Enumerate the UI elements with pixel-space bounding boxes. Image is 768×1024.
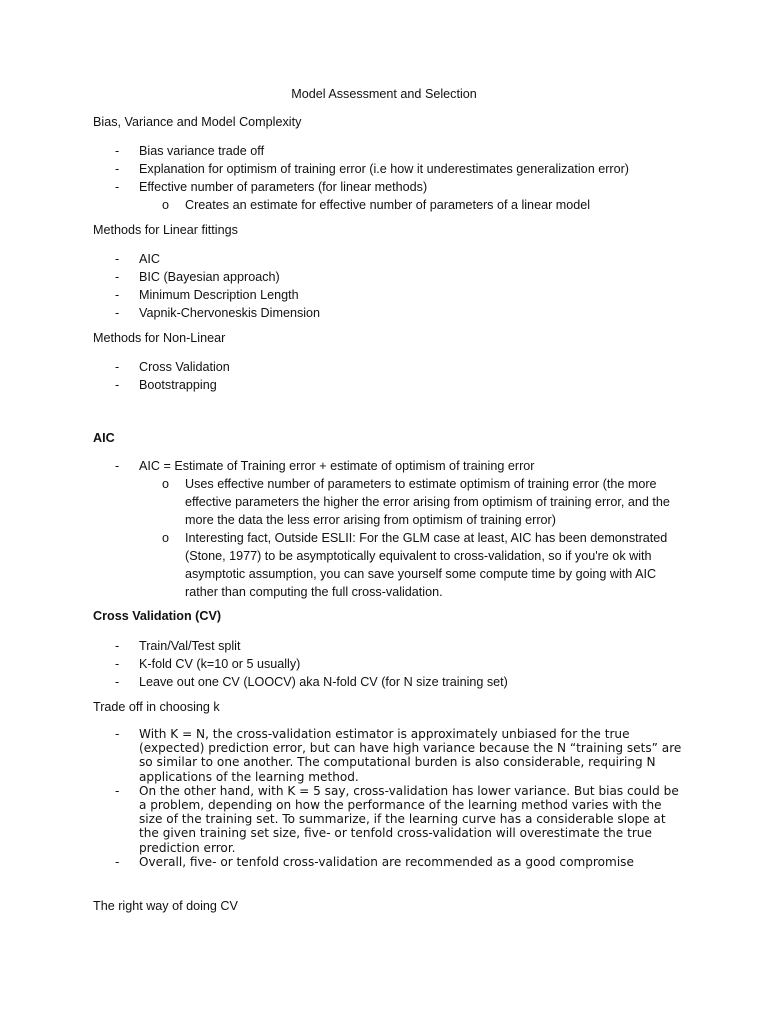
section-heading-bias-variance: Bias, Variance and Model Complexity — [93, 115, 302, 129]
list-item: - BIC (Bayesian approach) — [115, 268, 685, 286]
list-item — [115, 457, 685, 601]
section-heading-cross-validation: Cross Validation (CV) — [93, 609, 222, 623]
aic-list — [115, 457, 685, 601]
list-item: - K-fold CV (k=10 or 5 usually) — [115, 655, 685, 673]
list-item: - On the other hand, with K = 5 say, cross-validation has lower variance. But bias could be a problem, depending on how the performance of the learning method varies with the size of the training set. To summarize, if the learning curve has a considerable slope at the given training set size, five- or tenfold cross-validation will overestimate the true prediction error. — [115, 784, 685, 855]
section-heading-linear-methods: Methods for Linear fittings — [93, 223, 238, 237]
list-item: - Train/Val/Test split — [115, 637, 685, 655]
sub-list-item: o Uses effective number of parameters to estimate optimism of training error (the more effective parameters the higher the error arising from optimism of training error, and the more the data the less error arising from optimism of training error) — [162, 475, 671, 529]
cross-validation-list — [115, 637, 685, 691]
sub-list-item: o Creates an estimate for effective number of parameters of a linear model — [162, 196, 685, 214]
list-item-text: AIC = Estimate of Training error + estimate of optimism of training error — [139, 459, 535, 473]
list-item-text: Effective number of parameters (for linear methods) — [139, 180, 428, 194]
list-item — [115, 178, 685, 214]
list-item: - Overall, five- or tenfold cross-validation are recommended as a good compromise — [115, 855, 685, 869]
list-item: - Minimum Description Length — [115, 286, 685, 304]
bias-variance-list — [115, 142, 685, 214]
sub-list-item: o Interesting fact, Outside ESLII: For the GLM case at least, AIC has been demonstrated (Stone, 1977) to be asymptotically equivalent to cross-validation, so if you're ok with asymptotic assumption, you can save yourself some compute time by going with AIC rather than computing the full cross-validation. — [162, 529, 671, 601]
page-title: Model Assessment and Selection — [291, 87, 477, 101]
list-item: - Explanation for optimism of training error (i.e how it underestimates generalization error) — [115, 160, 685, 178]
list-item: - Bias variance trade off — [115, 142, 685, 160]
list-item: - Leave out one CV (LOOCV) aka N-fold CV (for N size training set) — [115, 673, 685, 691]
list-item: - Bootstrapping — [115, 376, 685, 394]
sub-list — [139, 475, 685, 601]
tradeoff-list — [115, 727, 685, 869]
sub-list — [139, 196, 685, 214]
list-item: - Cross Validation — [115, 358, 685, 376]
section-heading-nonlinear-methods: Methods for Non-Linear — [93, 331, 226, 345]
list-item: - With K = N, the cross-validation estimator is approximately unbiased for the true (expected) prediction error, but can have high variance because the N “training sets” are so similar to one another. The computational burden is also considerable, requiring N applications of the learning method. — [115, 727, 685, 784]
linear-methods-list — [115, 250, 685, 322]
section-heading-right-way-cv: The right way of doing CV — [93, 899, 238, 913]
list-item: - AIC — [115, 250, 685, 268]
section-heading-tradeoff: Trade off in choosing k — [93, 700, 220, 714]
nonlinear-methods-list — [115, 358, 685, 394]
section-heading-aic: AIC — [93, 431, 115, 445]
list-item: - Vapnik-Chervoneskis Dimension — [115, 304, 685, 322]
